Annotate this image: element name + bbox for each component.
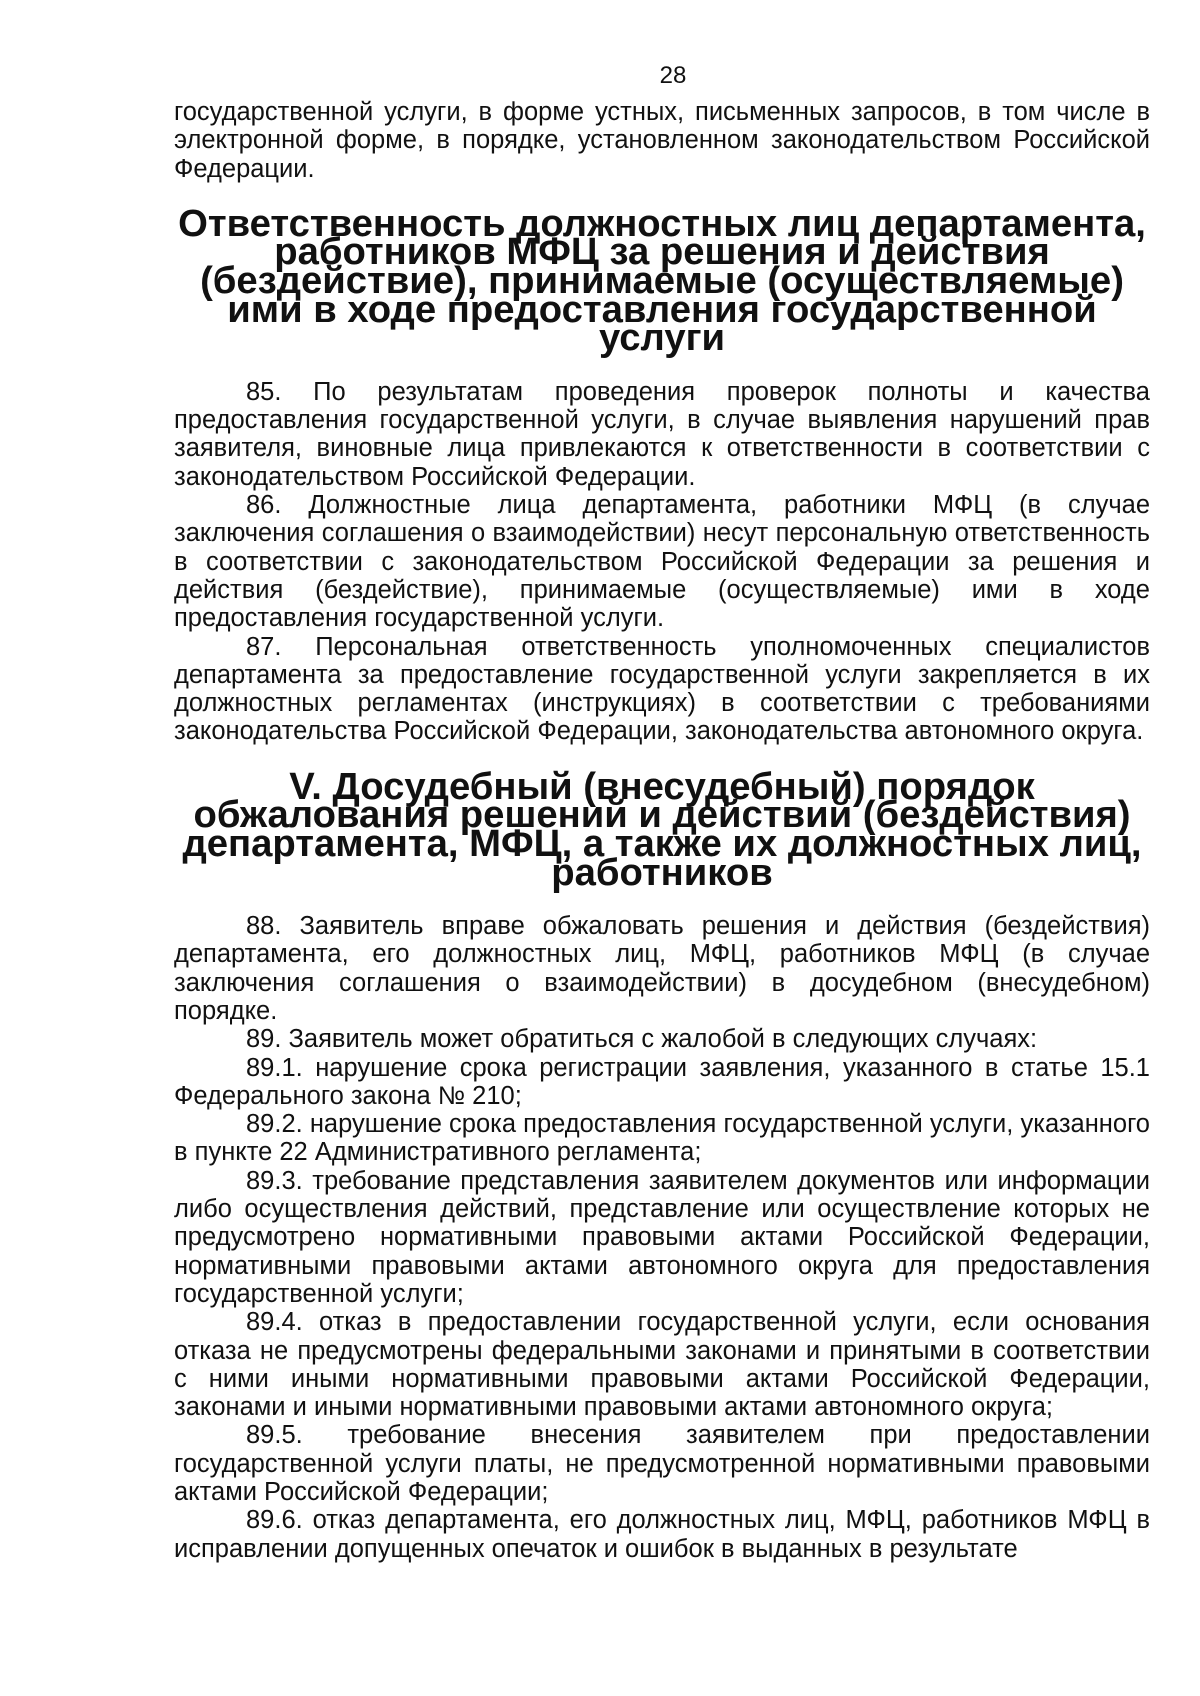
paragraph-88: 88. Заявитель вправе обжаловать решения и действия (бездействия) департамента, его должностных лиц, МФЦ, работников МФЦ (в случае заключения соглашения о взаимодействии) в досудебном (внесудебном) порядке. [174, 912, 1150, 1025]
page-number: 28 [659, 62, 687, 89]
section-heading-appeal: V. Досудебный (внесудебный) порядок обжалования решений и действий (бездействия) департамента, МФЦ, а также их должностных лиц, работников [182, 764, 1142, 894]
paragraph-89-2: 89.2. нарушение срока предоставления государственной услуги, указанного в пункте 22 Административного регламента; [174, 1110, 1150, 1167]
paragraph-87: 87. Персональная ответственность уполномоченных специалистов департамента за предоставление государственной услуги закрепляется в их должностных регламентах (инструкциях) в соответствии с требованиями законодательства Российской Федерации, законодательства автономного округа. [174, 632, 1150, 746]
paragraph-86: 86. Должностные лица департамента, работники МФЦ (в случае заключения соглашения о взаимодействии) несут персональную ответственность в соответствии с законодательством Российской Федерации за решения и действия (бездействие), принимаемые (осуществляемые) ими в ходе предоставления государственной услуги. [174, 491, 1150, 633]
paragraph-89: 89. Заявитель может обратиться с жалобой в следующих случаях: [246, 1025, 1038, 1054]
section-heading-responsibility: Ответственность должностных лиц департамента, работников МФЦ за решения и действия (бездействие), принимаемые (осуществляемые) ими в ходе предоставления государственной услуги [178, 201, 1146, 360]
paragraph-89-1: 89.1. нарушение срока регистрации заявления, указанного в статье 15.1 Федерального закона № 210; [174, 1053, 1150, 1110]
paragraph-85: 85. По результатам проведения проверок полноты и качества предоставления государственной услуги, в случае выявления нарушений прав заявителя, виновные лица привлекаются к ответственности в соответствии с законодательством Российской Федерации. [174, 377, 1150, 491]
paragraph-89-6: 89.6. отказ департамента, его должностных лиц, МФЦ, работников МФЦ в исправлении допущенных опечаток и ошибок в выданных в результате [174, 1506, 1150, 1563]
responsibility-paragraphs [174, 378, 1150, 746]
document-page [174, 62, 1150, 1563]
appeal-paragraphs [174, 912, 1150, 1563]
paragraph-89-3: 89.3. требование представления заявителем документов или информации либо осуществления действий, представление или осуществление которых не предусмотрено нормативными правовыми актами Российской Федерации, нормативными правовыми актами автономного округа для предоставления государственной услуги; [174, 1166, 1150, 1308]
intro-paragraph: государственной услуги, в форме устных, письменных запросов, в том числе в электронной форме, в порядке, установленном законодательством Российской Федерации. [174, 98, 1150, 183]
paragraph-89-4: 89.4. отказ в предоставлении государственной услуги, если основания отказа не предусмотрены федеральными законами и принятыми в соответствии с ними иными нормативными правовыми актами Российской Федерации, законами и иными нормативными правовыми актами автономного округа; [174, 1308, 1150, 1422]
paragraph-89-5: 89.5. требование внесения заявителем при предоставлении государственной услуги платы, не предусмотренной нормативными правовыми актами Российской Федерации; [174, 1421, 1150, 1507]
